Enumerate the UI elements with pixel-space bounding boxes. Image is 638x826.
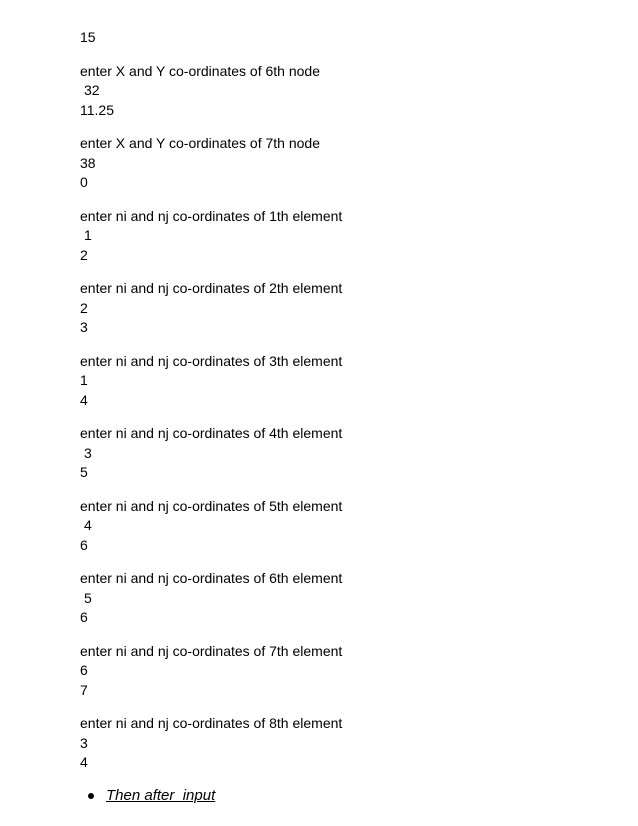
value-line: 6 bbox=[80, 536, 88, 553]
value-line: 32 bbox=[84, 82, 100, 98]
value-line: 4 bbox=[84, 517, 92, 533]
value-line: 4 bbox=[80, 391, 88, 408]
value-line: 6 bbox=[80, 662, 88, 678]
value-line: 11.25 bbox=[80, 101, 114, 118]
prompt-line: enter ni and nj co-ordinates of 6th element bbox=[80, 570, 343, 586]
bullet-icon bbox=[88, 793, 94, 799]
output-block bbox=[80, 352, 600, 411]
prompt-line: enter ni and nj co-ordinates of 4th element bbox=[80, 425, 343, 441]
value-line: 1 bbox=[84, 227, 92, 243]
value-line: 1 bbox=[80, 372, 88, 388]
console-output bbox=[80, 28, 600, 773]
output-block bbox=[80, 424, 600, 483]
value-line: 38 bbox=[80, 154, 96, 171]
value-line: 4 bbox=[80, 754, 88, 770]
document-page bbox=[80, 28, 600, 807]
value-line: 3 bbox=[80, 319, 88, 335]
value-line: 5 bbox=[84, 589, 92, 606]
prompt-line: enter ni and nj co-ordinates of 2th element bbox=[80, 280, 343, 296]
output-block bbox=[80, 714, 600, 773]
output-block bbox=[80, 62, 600, 121]
prompt-line: enter ni and nj co-ordinates of 5th element bbox=[80, 497, 343, 514]
value-line: 7 bbox=[80, 681, 88, 698]
output-block bbox=[80, 207, 600, 266]
output-block bbox=[80, 497, 600, 556]
bullet-text: Then after input bbox=[106, 786, 216, 804]
prompt-line: enter ni and nj co-ordinates of 7th element bbox=[80, 642, 343, 659]
output-block bbox=[80, 28, 600, 48]
output-block bbox=[80, 134, 600, 193]
prompt-line: enter ni and nj co-ordinates of 3th element bbox=[80, 352, 343, 369]
prompt-line: enter X and Y co-ordinates of 6th node bbox=[80, 62, 320, 79]
value-line: 2 bbox=[80, 299, 88, 316]
value-line: 15 bbox=[80, 29, 96, 45]
value-line: 3 bbox=[84, 444, 92, 461]
output-block bbox=[80, 569, 600, 628]
value-line: 3 bbox=[80, 734, 88, 751]
value-line: 2 bbox=[80, 246, 88, 263]
prompt-line: enter X and Y co-ordinates of 7th node bbox=[80, 135, 320, 151]
output-block bbox=[80, 279, 600, 338]
output-block bbox=[80, 642, 600, 701]
value-line: 6 bbox=[80, 609, 88, 625]
prompt-line: enter ni and nj co-ordinates of 1th element bbox=[80, 207, 343, 224]
bullet-item bbox=[80, 785, 600, 807]
value-line: 0 bbox=[80, 174, 88, 190]
value-line: 5 bbox=[80, 464, 88, 480]
prompt-line: enter ni and nj co-ordinates of 8th element bbox=[80, 715, 343, 731]
